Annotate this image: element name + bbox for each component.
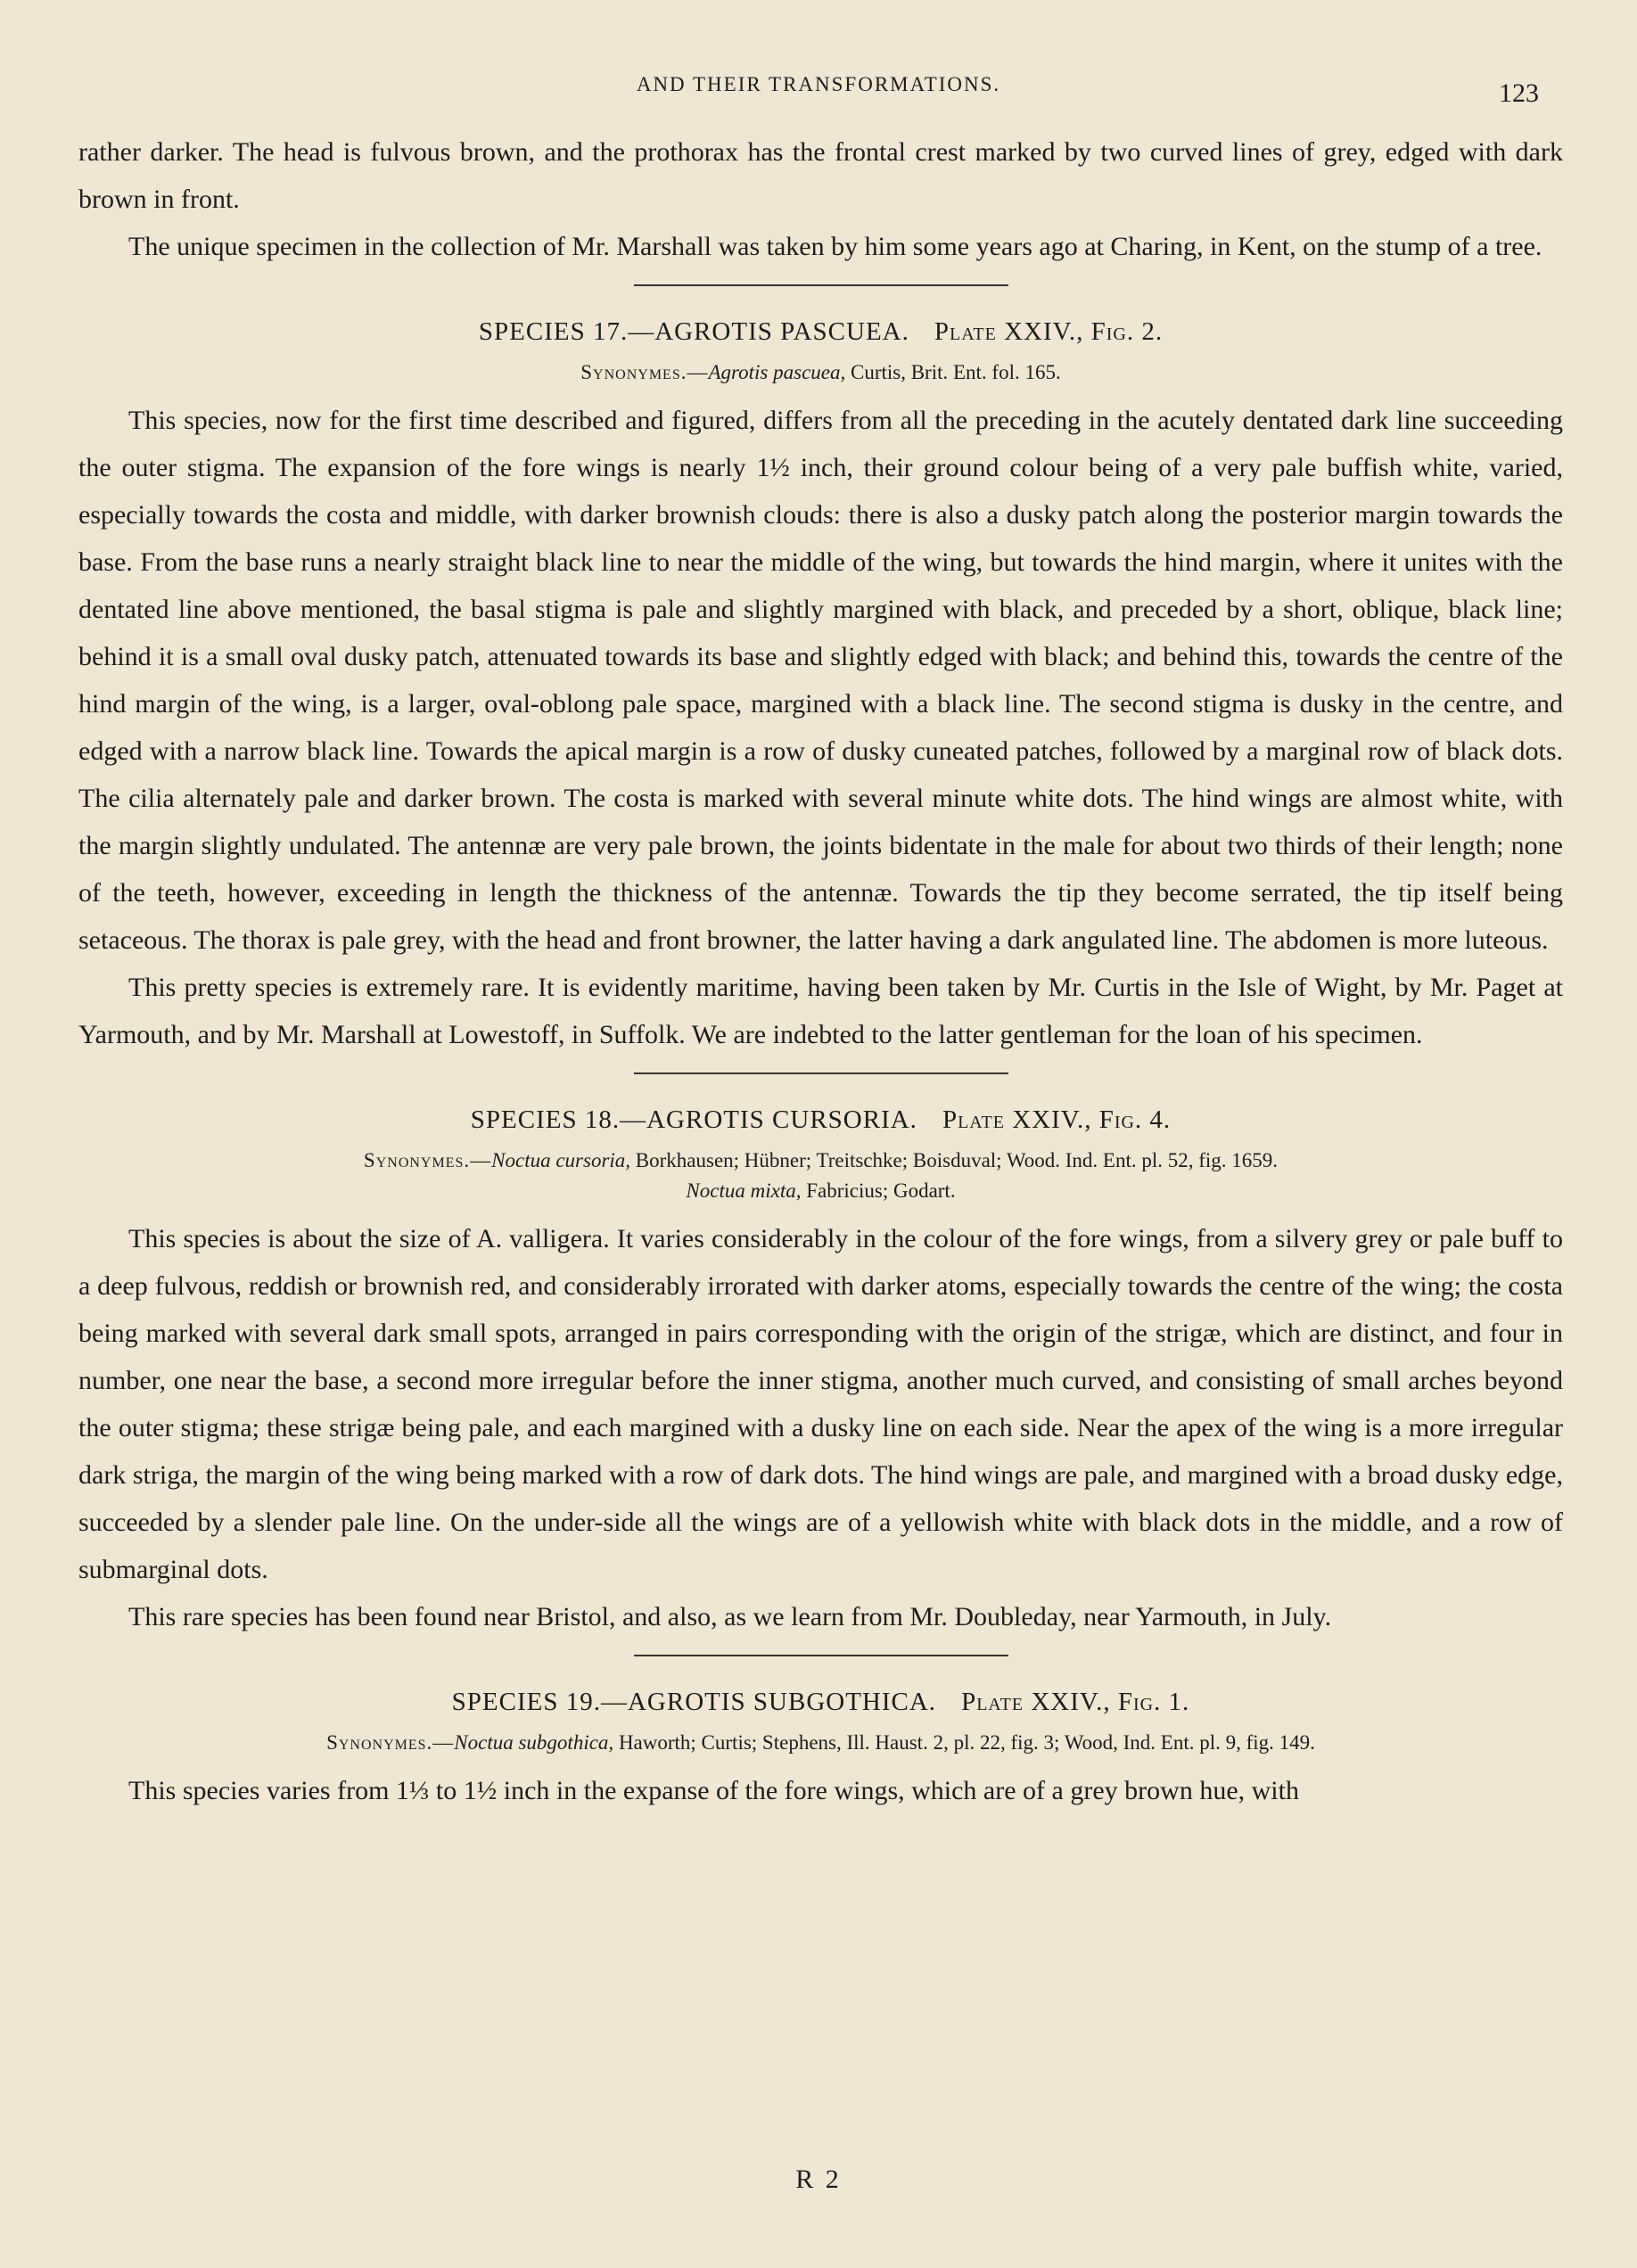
synonym-refs: Fabricius; Godart. xyxy=(801,1179,956,1202)
species-17-synonyms xyxy=(78,357,1563,388)
synonyms-label: Synonymes.— xyxy=(580,361,709,383)
text-column xyxy=(78,128,1563,1814)
signature-mark: R 2 xyxy=(795,2165,842,2194)
species-18-heading xyxy=(78,1101,1563,1138)
running-title: AND THEIR TRANSFORMATIONS. xyxy=(636,73,1001,95)
species-19-synonyms xyxy=(78,1728,1563,1758)
synonyms-line-1 xyxy=(78,1146,1563,1176)
paragraph-intro-2: The unique specimen in the collection of Mr. Marshall was taken by him some years ago at Charing, in Kent, on the stump of a tree. xyxy=(128,232,1542,261)
species-18-title: SPECIES 18.—AGROTIS CURSORIA. xyxy=(470,1105,917,1134)
species-18-paragraph-2: This rare species has been found near Bristol, and also, as we learn from Mr. Doubleday, near Yarmouth, in July. xyxy=(128,1602,1332,1631)
section-divider xyxy=(634,1655,1008,1656)
synonym-name: Noctua subgothica, xyxy=(454,1731,614,1754)
species-17-title: SPECIES 17.—AGROTIS PASCUEA. xyxy=(478,317,909,346)
running-head xyxy=(0,73,1637,109)
synonym-refs: Haworth; Curtis; Stephens, Ill. Haust. 2, pl. 22, fig. 3; Wood, Ind. Ent. pl. 9, fig. 149. xyxy=(613,1731,1315,1754)
synonyms-line-2 xyxy=(78,1176,1563,1206)
species-19-plate: Plate XXIV., Fig. 1. xyxy=(961,1688,1190,1716)
species-17-paragraph-1: This species, now for the first time described and figured, differs from all the preceding in the acutely dentated dark line succeeding the outer stigma. The expansion of the fore wings is nearly 1½ inch, their ground colour being of a very pale buffish white, varied, especially towards the costa and middle, with darker brownish clouds: there is also a dusky patch along the posterior margin towards the base. From the base runs a nearly straight black line to near the middle of the wing, but towards the hind margin, where it unites with the dentated line above mentioned, the basal stigma is pale and slightly margined with black, and preceded by a short, oblique, black line; behind it is a small oval dusky patch, attenuated towards its base and slightly edged with black; and behind this, towards the centre of the hind margin of the wing, is a larger, oval-oblong pale space, margined with a black line. The second stigma is dusky in the centre, and edged with a narrow black line. Towards the apical margin is a row of dusky cuneated patches, followed by a marginal row of black dots. The cilia alternately pale and darker brown. The costa is marked with several minute white dots. The hind wings are almost white, with the margin slightly undulated. The antennæ are very pale brown, the joints bidentate in the male for about two thirds of their length; none of the teeth, however, exceeding in length the thickness of the antennæ. Towards the tip they become serrated, the tip itself being setaceous. The thorax is pale grey, with the head and front browner, the latter having a dark angulated line. The abdomen is more luteous. xyxy=(78,406,1563,955)
species-19-paragraph-1: This species varies from 1⅓ to 1½ inch in the expanse of the fore wings, which are of a grey brown hue, with xyxy=(128,1776,1299,1805)
page-number: 123 xyxy=(1499,78,1539,108)
species-19-title: SPECIES 19.—AGROTIS SUBGOTHICA. xyxy=(451,1688,937,1716)
species-17-heading xyxy=(78,313,1563,350)
synonyms-label: Synonymes.— xyxy=(363,1149,492,1171)
species-18-synonyms xyxy=(78,1146,1563,1206)
species-17-plate: Plate XXIV., Fig. 2. xyxy=(934,317,1164,346)
species-18-paragraph-1: This species is about the size of A. valligera. It varies considerably in the colour of the fore wings, from a silvery grey or pale buff to a deep fulvous, reddish or brownish red, and considerably irrorated with darker atoms, especially towards the centre of the wing; the costa being marked with several dark small spots, arranged in pairs corresponding with the origin of the strigæ, which are distinct, and four in number, one near the base, a second more irregular before the inner stigma, another much curved, and consisting of small arches beyond the outer stigma; these strigæ being pale, and each margined with a dusky line on each side. Near the apex of the wing is a more irregular dark striga, the margin of the wing being marked with a row of dark dots. The hind wings are pale, and margined with a broad dusky edge, succeeded by a slender pale line. On the under-side all the wings are of a yellowish white with black dots in the middle, and a row of submarginal dots. xyxy=(78,1224,1563,1584)
section-divider xyxy=(634,1072,1008,1074)
synonym-name: Agrotis pascuea, xyxy=(708,361,846,383)
species-18-plate: Plate XXIV., Fig. 4. xyxy=(942,1105,1172,1134)
synonyms-label: Synonymes.— xyxy=(326,1731,455,1754)
synonym-name: Noctua cursoria, xyxy=(491,1149,631,1171)
section-divider xyxy=(634,284,1008,286)
species-17-paragraph-2: This pretty species is extremely rare. It is evidently maritime, having been taken by Mr. Curtis in the Isle of Wight, by Mr. Paget at Yarmouth, and by Mr. Marshall at Lowestoff, in Suffolk. We are indebted to the latter gentleman for the loan of his specimen. xyxy=(78,973,1563,1049)
species-19-heading xyxy=(78,1683,1563,1721)
synonym-refs: Curtis, Brit. Ent. fol. 165. xyxy=(845,361,1061,383)
synonym-name: Noctua mixta, xyxy=(686,1179,802,1202)
paragraph-intro-1: rather darker. The head is fulvous brown, and the prothorax has the frontal crest marked by two curved lines of grey, edged with dark brown in front. xyxy=(78,137,1563,214)
synonym-refs: Borkhausen; Hübner; Treitschke; Boisduval; Wood. Ind. Ent. pl. 52, fig. 1659. xyxy=(630,1149,1279,1171)
